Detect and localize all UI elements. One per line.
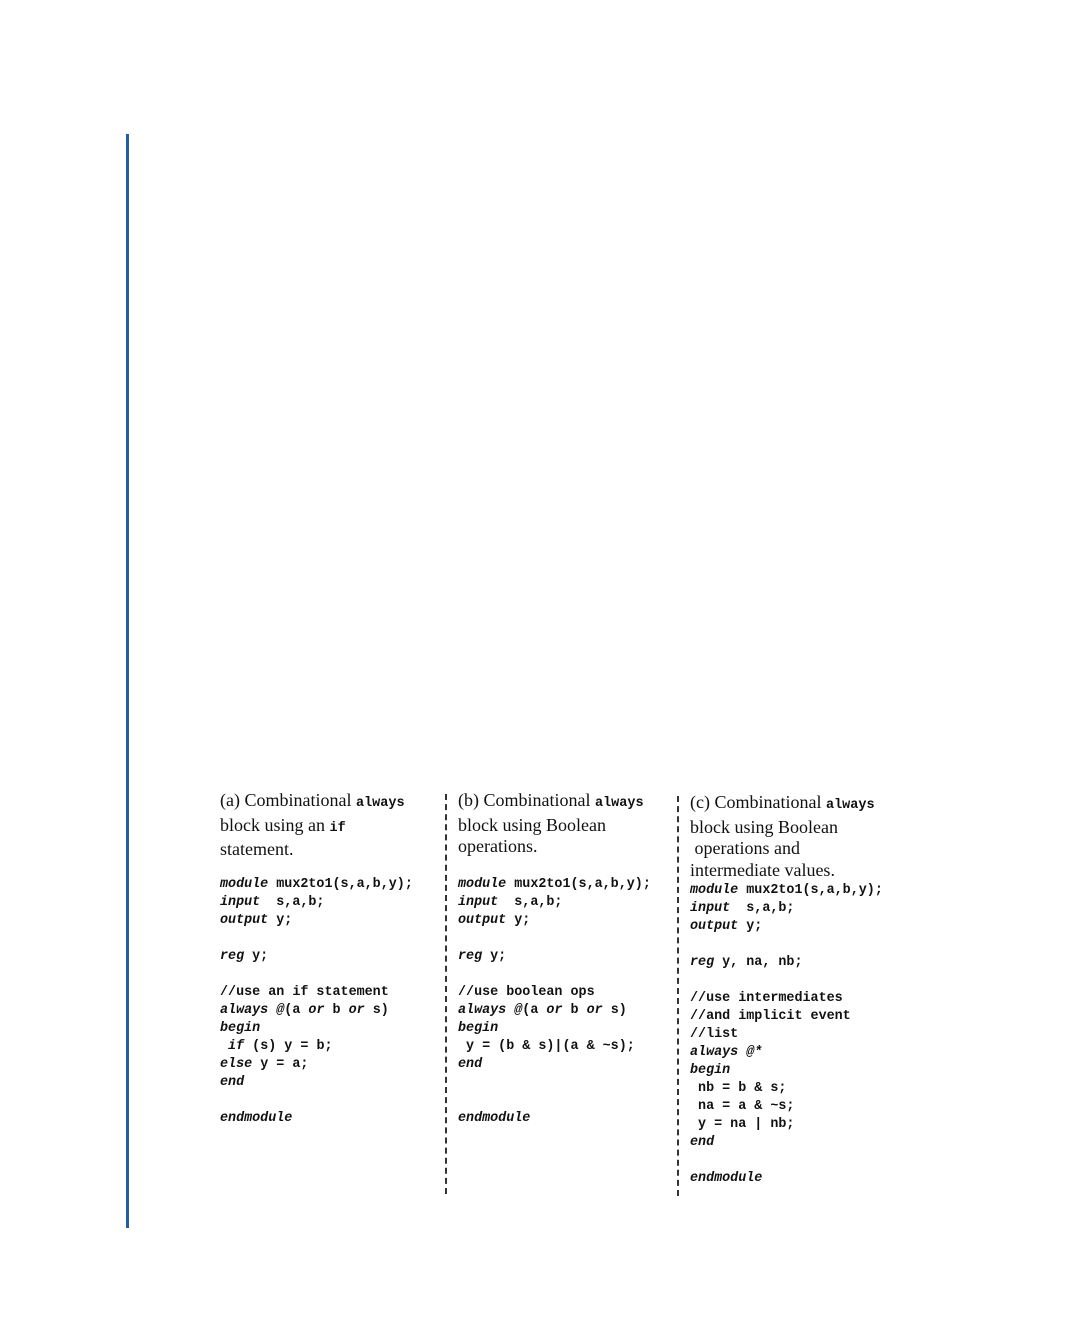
code-line [690, 1134, 930, 1152]
panel-c [690, 792, 930, 1188]
code-line [220, 1074, 442, 1092]
code-line [690, 990, 930, 1008]
code-text: y; [738, 919, 763, 934]
code-line [458, 948, 676, 966]
code-text: s) [602, 1003, 627, 1018]
code-text: (a [522, 1003, 547, 1018]
dashed-divider [677, 796, 679, 1196]
caption-text: block using an [220, 814, 330, 835]
code-line [690, 918, 930, 936]
caption-text: block using Boolean [690, 816, 838, 837]
code-line [458, 1110, 676, 1128]
code-text: y, na, nb; [714, 955, 803, 970]
code-line [690, 954, 930, 972]
caption-line [690, 817, 930, 839]
code-line [458, 1074, 676, 1092]
code-keyword: endmodule [458, 1111, 531, 1126]
code-line [690, 882, 930, 900]
panel-c-code [690, 882, 930, 1188]
code-keyword: begin [458, 1021, 499, 1036]
code-text: //list [690, 1027, 739, 1042]
code-keyword: begin [690, 1063, 731, 1078]
code-keyword: reg [690, 955, 715, 970]
code-text: //and implicit event [690, 1009, 851, 1024]
caption-text: operations. [458, 836, 538, 856]
code-line [220, 948, 442, 966]
code-line [690, 972, 930, 990]
code-line [220, 984, 442, 1002]
code-line [458, 912, 676, 930]
code-keyword: always @ [458, 1003, 523, 1018]
code-line [458, 1002, 676, 1020]
code-line [458, 876, 676, 894]
code-text: b [324, 1003, 349, 1018]
panel-c-caption [690, 792, 930, 882]
code-text: s,a,b; [498, 895, 563, 910]
code-text: //use an if statement [220, 985, 389, 1000]
code-keyword: begin [220, 1021, 261, 1036]
code-line [690, 1026, 930, 1044]
code-text: mux2to1(s,a,b,y); [506, 877, 651, 892]
code-line [458, 966, 676, 984]
code-line [690, 1008, 930, 1026]
caption-keyword: always [825, 798, 875, 813]
code-line [690, 1044, 930, 1062]
code-keyword: always @ [220, 1003, 285, 1018]
code-keyword: reg [458, 949, 483, 964]
code-line [220, 912, 442, 930]
code-text: (a [284, 1003, 309, 1018]
code-line [220, 1002, 442, 1020]
code-text: //use boolean ops [458, 985, 595, 1000]
code-keyword: input [220, 895, 261, 910]
caption-keyword: always [355, 796, 405, 811]
code-line [690, 1116, 930, 1134]
caption-keyword: always [594, 796, 644, 811]
caption-line [458, 790, 676, 815]
code-keyword: module [220, 877, 269, 892]
code-line [458, 930, 676, 948]
caption-text: (c) Combinational [690, 792, 826, 812]
code-line [220, 1110, 442, 1128]
code-text: s) [364, 1003, 389, 1018]
code-keyword: module [458, 877, 507, 892]
code-keyword: module [690, 883, 739, 898]
code-line [458, 984, 676, 1002]
code-line [220, 876, 442, 894]
panel-a-caption [220, 790, 442, 876]
code-line [690, 1152, 930, 1170]
caption-line [458, 815, 676, 837]
panel-a [220, 790, 442, 1128]
caption-text: (b) Combinational [458, 790, 595, 810]
panel-b-caption [458, 790, 676, 876]
code-line [458, 1020, 676, 1038]
code-text: (s) y = b; [244, 1039, 333, 1054]
code-text: y; [268, 913, 293, 928]
code-text: na = a & ~s; [690, 1099, 795, 1114]
caption-text: intermediate values. [690, 859, 835, 880]
caption-line [220, 815, 442, 840]
code-line [220, 1056, 442, 1074]
code-line [690, 1062, 930, 1080]
code-text: y; [244, 949, 269, 964]
code-keyword: always @* [690, 1045, 763, 1060]
caption-line [220, 790, 442, 815]
code-line [690, 1098, 930, 1116]
code-keyword: end [458, 1057, 483, 1072]
code-keyword: input [690, 901, 731, 916]
code-keyword: reg [220, 949, 245, 964]
code-keyword: else [220, 1057, 253, 1072]
code-text: b [562, 1003, 587, 1018]
caption-text: block using Boolean [458, 814, 606, 835]
code-keyword: or [586, 1003, 603, 1018]
caption-line [458, 836, 676, 858]
code-text: y; [506, 913, 531, 928]
code-line [690, 936, 930, 954]
code-text: y = na | nb; [690, 1117, 795, 1132]
code-keyword: endmodule [690, 1171, 763, 1186]
code-line [458, 1092, 676, 1110]
code-line [690, 1170, 930, 1188]
caption-line [690, 860, 930, 882]
code-line [220, 894, 442, 912]
code-line [220, 966, 442, 984]
code-text: mux2to1(s,a,b,y); [738, 883, 883, 898]
panel-b [458, 790, 676, 1128]
code-line [690, 1080, 930, 1098]
code-keyword: endmodule [220, 1111, 293, 1126]
code-keyword: output [220, 913, 269, 928]
code-text: y = a; [252, 1057, 309, 1072]
code-line [220, 1092, 442, 1110]
code-text: mux2to1(s,a,b,y); [268, 877, 413, 892]
dashed-divider [445, 794, 447, 1194]
code-line [690, 900, 930, 918]
caption-text: operations and [690, 838, 800, 858]
code-text: s,a,b; [260, 895, 325, 910]
code-text: s,a,b; [730, 901, 795, 916]
code-line [458, 1038, 676, 1056]
panel-b-code [458, 876, 676, 1128]
code-text: y; [482, 949, 507, 964]
panel-a-code [220, 876, 442, 1128]
caption-text: statement. [220, 839, 294, 859]
code-text [220, 1039, 228, 1054]
caption-text: (a) Combinational [220, 790, 356, 810]
caption-keyword: if [329, 820, 346, 836]
code-keyword: or [348, 1003, 365, 1018]
code-line [220, 1038, 442, 1056]
code-keyword: or [546, 1003, 563, 1018]
code-line [220, 930, 442, 948]
code-line [458, 1056, 676, 1074]
code-keyword: end [220, 1075, 245, 1090]
caption-line [220, 839, 442, 861]
code-line [220, 1020, 442, 1038]
code-keyword: output [690, 919, 739, 934]
caption-line [690, 838, 930, 860]
code-keyword: if [228, 1039, 245, 1054]
caption-line [690, 792, 930, 817]
code-text: nb = b & s; [690, 1081, 787, 1096]
code-keyword: or [308, 1003, 325, 1018]
code-line [458, 894, 676, 912]
code-text: //use intermediates [690, 991, 843, 1006]
code-text: y = (b & s)|(a & ~s); [458, 1039, 635, 1054]
code-keyword: output [458, 913, 507, 928]
code-keyword: input [458, 895, 499, 910]
code-keyword: end [690, 1135, 715, 1150]
